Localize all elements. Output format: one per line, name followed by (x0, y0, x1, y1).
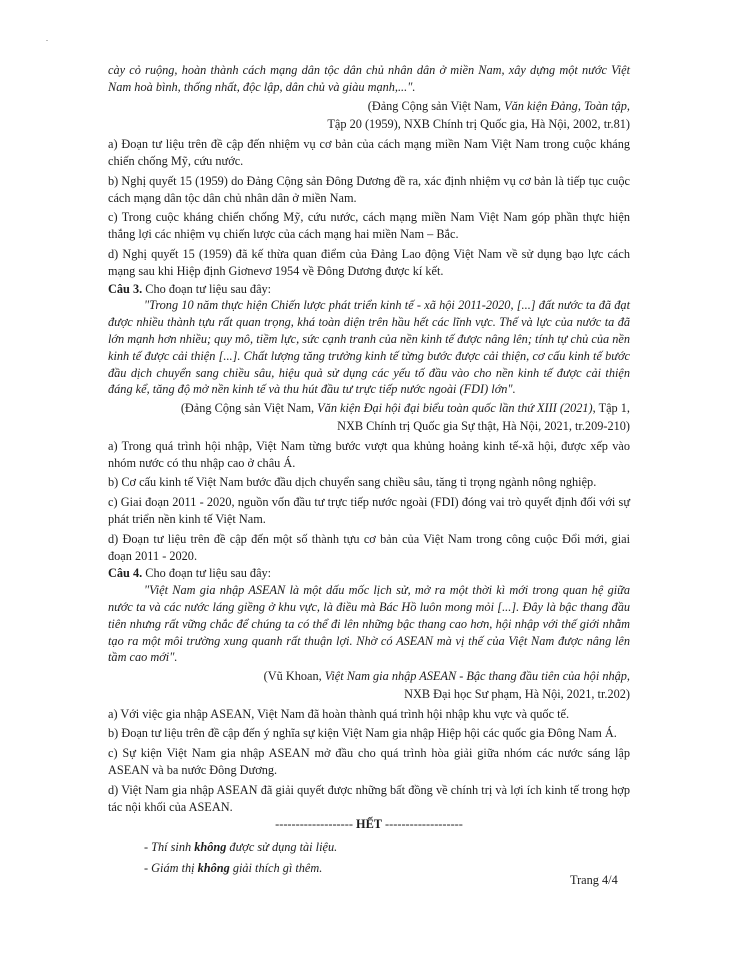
q4-source-line-2: NXB Đại học Sư phạm, Hà Nội, 2021, tr.202) (404, 686, 630, 701)
end-marker: ------------------- HẾT ------------------- (275, 817, 463, 832)
q2-source-line-2: Tập 20 (1959), NXB Chính trị Quốc gia, Hà Nội, 2002, tr.81) (327, 117, 630, 132)
q3-option-d: d) Đoạn tư liệu trên đề cập đến một số thành tựu cơ bản của Việt Nam trong công cuộc Đổi mới, giai đoạn 2011 - 2020. (108, 531, 630, 563)
exam-content (108, 62, 630, 877)
q2-quote-end: cày cỏ ruộng, hoàn thành cách mạng dân tộc dân chủ nhân dân ở miền Nam, xây dựng một nước Việt Nam hoà bình, thống nhất, độc lập, dân chủ và giàu mạnh,...". (108, 63, 630, 94)
q4-quote: "Việt Nam gia nhập ASEAN là một dấu mốc lịch sử, mở ra một thời kì mới trong quan hệ giữa nước ta và các nước láng giềng ở khu vực, là điều mà Bác Hồ luôn mong mỏi [...]. Đây là bậc thang đầu tiên nhưng rất vững chắc để chúng ta có thể đi lên những bậc thang cao hơn, hội nhập với thế giới nhằm tạo ra một môi trường xung quanh rất thuận lợi. Nhờ có ASEAN mà vị thế của Việt Nam được nâng lên tầm cao mới". (108, 583, 630, 665)
scan-speck (46, 40, 48, 41)
q4-option-a: a) Với việc gia nhập ASEAN, Việt Nam đã hoàn thành quá trình hội nhập khu vực và quốc tế. (108, 706, 570, 721)
q3-quote: "Trong 10 năm thực hiện Chiến lược phát triển kinh tế - xã hội 2011-2020, [...] đất nước ta đã đạt được nhiều thành tựu rất quan trọng, khá toàn diện trên hầu hết các lĩnh vực. Thế và lực của nước ta đã lớn mạnh hơn nhiều; quy mô, tiềm lực, sức cạnh tranh của nền kinh tế được nâng lên; tính tự chủ của nền kinh tế được cải thiện [...]. Chất lượng tăng trưởng kinh tế từng bước được cải thiện, cơ cấu kinh tế bước đầu dịch chuyển sang chiều sâu, hiệu quả sử dụng các yếu tố đầu vào cho nền kinh tế được cải thiện đáng kể, tăng độ mở nền kinh tế và thu hút đầu tư trực tiếp nước ngoài (FDI) lớn". (108, 298, 630, 397)
q2-option-c: c) Trong cuộc kháng chiến chống Mỹ, cứu nước, cách mạng miền Nam Việt Nam góp phần thực hiện thắng lợi các nhiệm vụ chiến lược của cách mạng hai miền Nam – Bắc. (108, 210, 630, 242)
end-word: HẾT (356, 817, 382, 832)
q3-label: Câu 3. (108, 281, 143, 296)
q4-option-d: d) Việt Nam gia nhập ASEAN đã giải quyết được những bất đồng về chính trị và lợi ích kinh tế trong hợp tác nội khối của ASEAN. (108, 782, 630, 814)
q2-option-b: b) Nghị quyết 15 (1959) do Đảng Cộng sản Đông Dương đề ra, xác định nhiệm vụ cơ bản là tiếp tục cuộc cách mạng dân tộc dân chủ nhân dân ở miền Nam. (108, 173, 630, 205)
q4-heading: Câu 4. Cho đoạn tư liệu sau đây: (108, 566, 272, 581)
q2-option-d: d) Nghị quyết 15 (1959) đã kế thừa quan điểm của Đảng Lao động Việt Nam về sử dụng bạo lực cách mạng sau khi Hiệp định Giơnevơ 1954 về Đông Dương được kí kết. (108, 246, 630, 278)
q4-option-c: c) Sự kiện Việt Nam gia nhập ASEAN mở đầu cho quá trình hòa giải giữa nhóm các nước sáng lập ASEAN và ba nước Đông Dương. (108, 746, 630, 778)
q2-source-line-1: (Đảng Cộng sản Việt Nam, Văn kiện Đảng, Toàn tập, (367, 98, 630, 113)
q4-source-line-1: (Vũ Khoan, Việt Nam gia nhập ASEAN - Bậc thang đầu tiên của hội nhập, (263, 669, 630, 684)
q3-source-line-2: NXB Chính trị Quốc gia Sự thật, Hà Nội, 2021, tr.209-210) (337, 418, 630, 433)
note-1: - Thí sinh không được sử dụng tài liệu. (144, 840, 338, 855)
q3-option-a: a) Trong quá trình hội nhập, Việt Nam từng bước vượt qua khủng hoảng kinh tế-xã hội, được xếp vào nhóm nước có thu nhập cao ở châu Á. (108, 438, 630, 470)
q2-option-a: a) Đoạn tư liệu trên đề cập đến nhiệm vụ cơ bản của cách mạng miền Nam Việt Nam trong cuộc kháng chiến chống Mỹ, cứu nước. (108, 137, 630, 168)
note-2: - Giám thị không giải thích gì thêm. (144, 861, 323, 876)
q4-label: Câu 4. (108, 566, 143, 581)
q4-option-b: b) Đoạn tư liệu trên đề cập đến ý nghĩa sự kiện Việt Nam gia nhập Hiệp hội các quốc gia Đông Nam Á. (108, 726, 617, 741)
q3-option-b: b) Cơ cấu kinh tế Việt Nam bước đầu dịch chuyển sang chiều sâu, tăng tỉ trọng ngành nông nghiệp. (108, 475, 597, 490)
q3-heading: Câu 3. Cho đoạn tư liệu sau đây: (108, 281, 272, 296)
q3-source-line-1: (Đảng Cộng sản Việt Nam, Văn kiện Đại hội đại biểu toàn quốc lần thứ XIII (2021), Tập 1, (180, 401, 630, 416)
q3-option-c: c) Giai đoạn 2011 - 2020, nguồn vốn đầu tư trực tiếp nước ngoài (FDI) đóng vai trò quyết định đối với sự phát triển nền kinh tế Việt Nam. (108, 495, 630, 526)
page-number: Trang 4/4 (570, 873, 618, 887)
